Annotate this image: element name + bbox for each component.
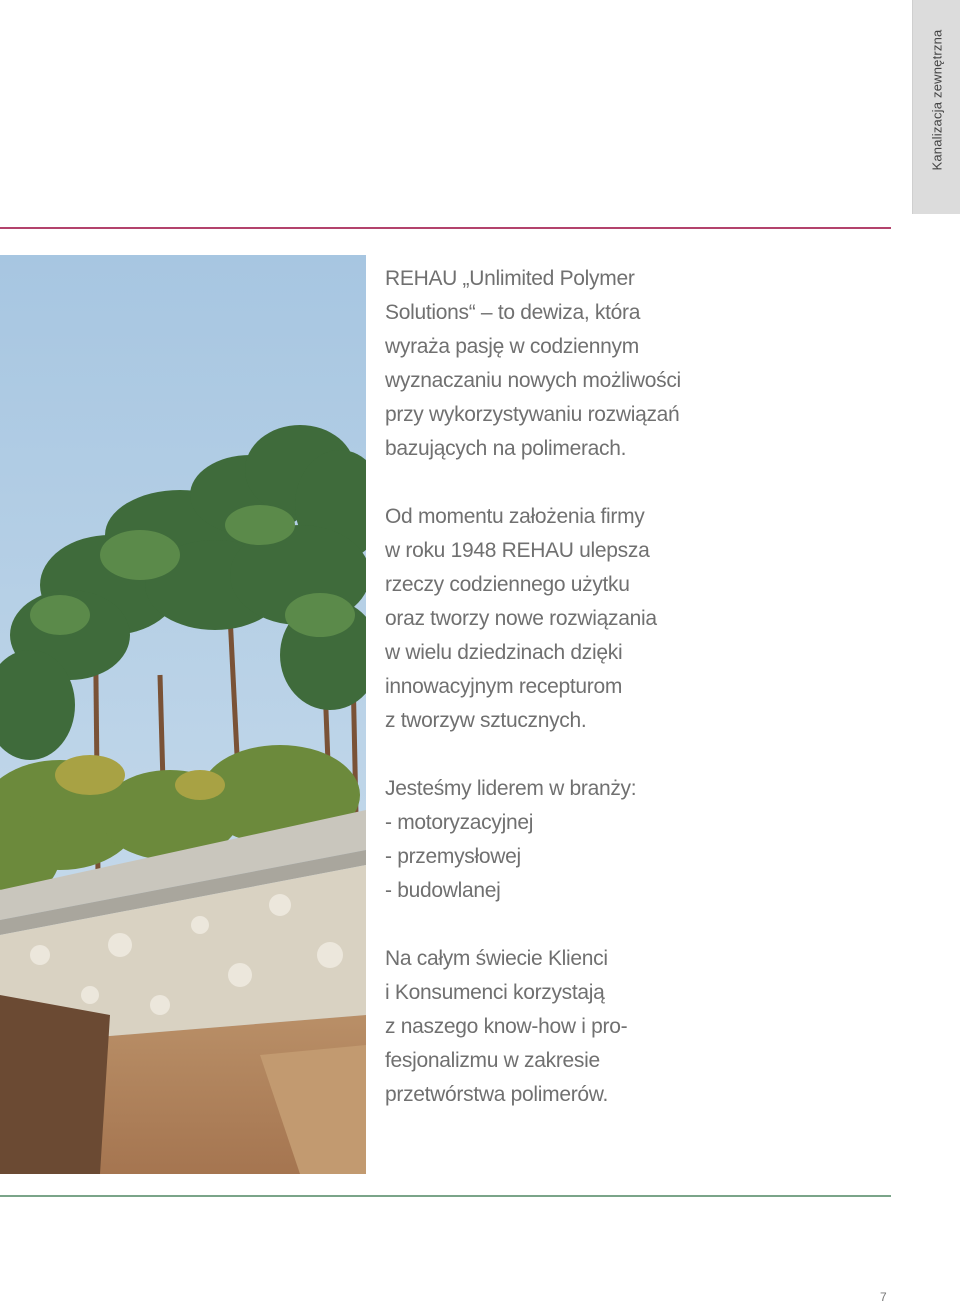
page-number: 7 bbox=[880, 1290, 887, 1304]
text-line: przy wykorzystywaniu rozwiązań bbox=[385, 403, 680, 426]
paragraph-industries bbox=[385, 772, 715, 908]
pine-forest-and-excavation-image bbox=[0, 255, 366, 1174]
paragraph-history bbox=[385, 500, 715, 738]
text-line: innowacyjnym recepturom bbox=[385, 675, 623, 698]
text-line: REHAU „Unlimited Polymer bbox=[385, 267, 635, 290]
side-tab bbox=[912, 0, 960, 214]
top-divider bbox=[0, 227, 891, 229]
text-line: Od momentu założenia firmy bbox=[385, 505, 645, 528]
side-tab-label: Kanalizacja zewnętrzna bbox=[929, 29, 945, 171]
text-line: przetwórstwa polimerów. bbox=[385, 1083, 609, 1106]
text-line: wyraża pasję w codziennym bbox=[385, 335, 639, 358]
text-line: - przemysłowej bbox=[385, 845, 521, 868]
text-line: - budowlanej bbox=[385, 879, 501, 902]
text-line: z naszego know-how i pro- bbox=[385, 1015, 628, 1038]
text-line: w wielu dziedzinach dzięki bbox=[385, 641, 623, 664]
text-line: i Konsumenci korzystają bbox=[385, 981, 605, 1004]
text-line: Jesteśmy liderem w branży: bbox=[385, 777, 637, 800]
paragraph-global bbox=[385, 942, 715, 1112]
text-line: fesjonalizmu w zakresie bbox=[385, 1049, 600, 1072]
text-line: bazujących na polimerach. bbox=[385, 437, 627, 460]
paragraph-motto bbox=[385, 262, 715, 466]
bottom-divider bbox=[0, 1195, 891, 1197]
text-line: Solutions“ – to dewiza, która bbox=[385, 301, 641, 324]
text-line: Na całym świecie Klienci bbox=[385, 947, 608, 970]
text-line: - motoryzacyjnej bbox=[385, 811, 534, 834]
text-line: w roku 1948 REHAU ulepsza bbox=[385, 539, 650, 562]
text-line: rzeczy codziennego użytku bbox=[385, 573, 630, 596]
text-line: wyznaczaniu nowych możliwości bbox=[385, 369, 681, 392]
intro-text-column bbox=[385, 262, 715, 1146]
text-line: oraz tworzy nowe rozwiązania bbox=[385, 607, 657, 630]
text-line: z tworzyw sztucznych. bbox=[385, 709, 587, 732]
